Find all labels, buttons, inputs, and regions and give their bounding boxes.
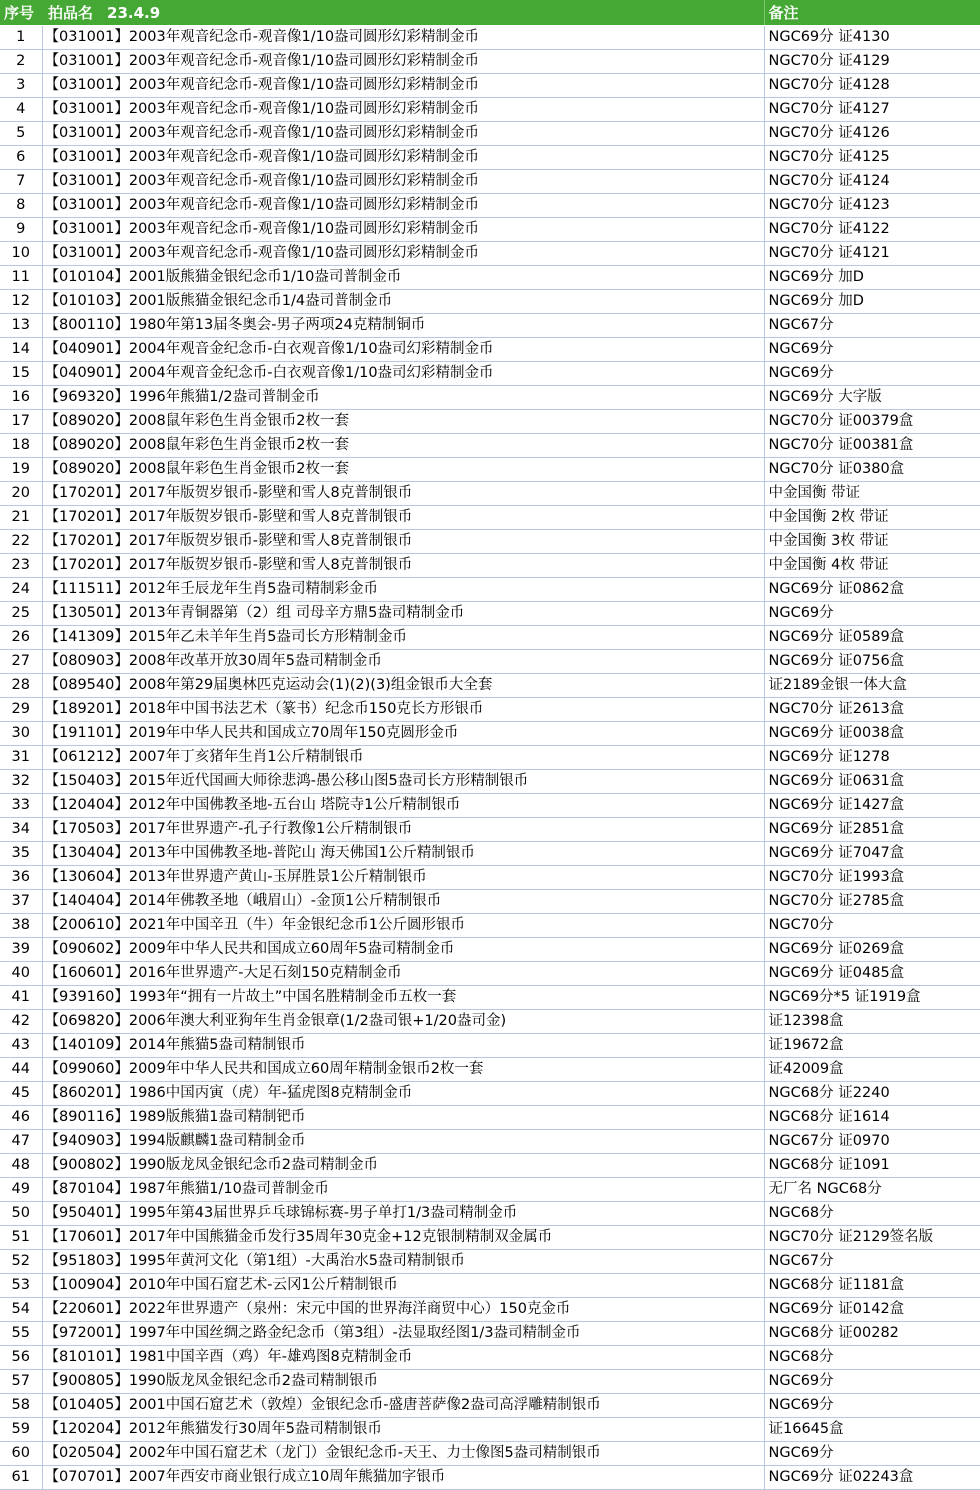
lot-note: NGC69分 — [764, 361, 980, 385]
row-number: 39 — [0, 937, 42, 961]
lot-name: 【010405】2001中国石窟艺术（敦煌）金银纪念币-盛唐菩萨像2盎司高浮雕精制银币 — [42, 1393, 764, 1417]
table-row — [0, 529, 980, 553]
lot-name: 【170201】2017年版贺岁银币-影壁和雪人8克普制银币 — [42, 481, 764, 505]
lot-note: NGC69分 证0038盒 — [764, 721, 980, 745]
lot-name: 【220601】2022年世界遗产（泉州：宋元中国的世界海洋商贸中心）150克金币 — [42, 1297, 764, 1321]
lot-name: 【170503】2017年世界遗产-孔子行教像1公斤精制银币 — [42, 817, 764, 841]
table-row — [0, 985, 980, 1009]
lot-note: 证16645盒 — [764, 1417, 980, 1441]
lot-note: NGC69分 证0142盒 — [764, 1297, 980, 1321]
row-number: 57 — [0, 1369, 42, 1393]
header-seq-label: 序号 — [4, 3, 35, 22]
row-number: 15 — [0, 361, 42, 385]
lot-name: 【170201】2017年版贺岁银币-影壁和雪人8克普制银币 — [42, 529, 764, 553]
table-row — [0, 409, 980, 433]
lot-note: NGC69分 证4130 — [764, 25, 980, 49]
lot-note: NGC70分 证4122 — [764, 217, 980, 241]
table-row — [0, 433, 980, 457]
row-number: 43 — [0, 1033, 42, 1057]
row-number: 10 — [0, 241, 42, 265]
lot-note: NGC69分*5 证1919盒 — [764, 985, 980, 1009]
table-row — [0, 145, 980, 169]
lot-name: 【020504】2002年中国石窟艺术（龙门）金银纪念币-天王、力士像图5盎司精制银币 — [42, 1441, 764, 1465]
lot-note: NGC70分 证4126 — [764, 121, 980, 145]
row-number: 3 — [0, 73, 42, 97]
row-number: 21 — [0, 505, 42, 529]
row-number: 11 — [0, 265, 42, 289]
lot-name: 【090602】2009年中华人民共和国成立60周年5盎司精制金币 — [42, 937, 764, 961]
lot-note: NGC68分 证1614 — [764, 1105, 980, 1129]
lot-name: 【130604】2013年世界遗产黄山-玉屏胜景1公斤精制银币 — [42, 865, 764, 889]
row-number: 52 — [0, 1249, 42, 1273]
lot-note: NGC69分 证0485盒 — [764, 961, 980, 985]
lot-name: 【031001】2003年观音纪念币-观音像1/10盎司圆形幻彩精制金币 — [42, 217, 764, 241]
table-row — [0, 913, 980, 937]
table-row — [0, 1321, 980, 1345]
row-number: 48 — [0, 1153, 42, 1177]
table-row — [0, 1129, 980, 1153]
lot-note: NGC69分 大字版 — [764, 385, 980, 409]
row-number: 28 — [0, 673, 42, 697]
row-number: 55 — [0, 1321, 42, 1345]
row-number: 13 — [0, 313, 42, 337]
table-row — [0, 313, 980, 337]
lot-name: 【099060】2009年中华人民共和国成立60周年精制金银币2枚一套 — [42, 1057, 764, 1081]
row-number: 8 — [0, 193, 42, 217]
lot-name: 【031001】2003年观音纪念币-观音像1/10盎司圆形幻彩精制金币 — [42, 49, 764, 73]
lot-note: NGC70分 证2613盒 — [764, 697, 980, 721]
lot-note: 无厂名 NGC68分 — [764, 1177, 980, 1201]
table-row — [0, 961, 980, 985]
lot-name: 【040901】2004年观音金纪念币-白衣观音像1/10盎司幻彩精制金币 — [42, 337, 764, 361]
table-row — [0, 457, 980, 481]
lot-note: NGC70分 证4124 — [764, 169, 980, 193]
table-row — [0, 601, 980, 625]
table-row — [0, 1081, 980, 1105]
lot-name: 【969320】1996年熊猫1/2盎司普制金币 — [42, 385, 764, 409]
lot-name: 【890116】1989版熊猫1盎司精制钯币 — [42, 1105, 764, 1129]
row-number: 2 — [0, 49, 42, 73]
lot-name: 【061212】2007年丁亥猪年生肖1公斤精制银币 — [42, 745, 764, 769]
row-number: 42 — [0, 1009, 42, 1033]
lot-name: 【069820】2006年澳大利亚狗年生肖金银章(1/2盎司银+1/20盎司金) — [42, 1009, 764, 1033]
lot-note: NGC68分 — [764, 1201, 980, 1225]
lot-note: NGC70分 证0380盒 — [764, 457, 980, 481]
lot-note: NGC69分 证0862盒 — [764, 577, 980, 601]
lot-note: NGC69分 证1278 — [764, 745, 980, 769]
row-number: 46 — [0, 1105, 42, 1129]
lot-name: 【189201】2018年中国书法艺术（篆书）纪念币150克长方形银币 — [42, 697, 764, 721]
lot-name: 【130404】2013年中国佛教圣地-普陀山 海天佛国1公斤精制银币 — [42, 841, 764, 865]
lot-note: NGC69分 证0631盒 — [764, 769, 980, 793]
row-number: 12 — [0, 289, 42, 313]
row-number: 54 — [0, 1297, 42, 1321]
lot-note: 证19672盒 — [764, 1033, 980, 1057]
row-number: 41 — [0, 985, 42, 1009]
lot-note: 中金国衡 带证 — [764, 481, 980, 505]
table-row — [0, 625, 980, 649]
table-header-row — [0, 0, 980, 25]
lot-note: NGC70分 证2129签名版 — [764, 1225, 980, 1249]
lot-note: NGC69分 证0756盒 — [764, 649, 980, 673]
row-number: 16 — [0, 385, 42, 409]
lot-note: NGC67分 证0970 — [764, 1129, 980, 1153]
lot-note: NGC69分 证02243盒 — [764, 1465, 980, 1489]
lot-note: NGC69分 证0589盒 — [764, 625, 980, 649]
lot-note: 证2189金银一体大盒 — [764, 673, 980, 697]
lot-name: 【010103】2001版熊猫金银纪念币1/4盎司普制金币 — [42, 289, 764, 313]
lot-name: 【031001】2003年观音纪念币-观音像1/10盎司圆形幻彩精制金币 — [42, 241, 764, 265]
lot-note: NGC70分 证4123 — [764, 193, 980, 217]
row-number: 25 — [0, 601, 42, 625]
row-number: 49 — [0, 1177, 42, 1201]
table-row — [0, 745, 980, 769]
lot-note: NGC68分 — [764, 1345, 980, 1369]
lot-name: 【031001】2003年观音纪念币-观音像1/10盎司圆形幻彩精制金币 — [42, 97, 764, 121]
lot-name: 【951803】1995年黄河文化（第1组）-大禹治水5盎司精制银币 — [42, 1249, 764, 1273]
lot-name: 【120404】2012年中国佛教圣地-五台山 塔院寺1公斤精制银币 — [42, 793, 764, 817]
row-number: 50 — [0, 1201, 42, 1225]
table-row — [0, 673, 980, 697]
lot-name: 【950401】1995年第43届世界乒乓球锦标赛-男子单打1/3盎司精制金币 — [42, 1201, 764, 1225]
lot-name: 【860201】1986中国丙寅（虎）年-猛虎图8克精制金币 — [42, 1081, 764, 1105]
lot-name: 【200610】2021年中国辛丑（牛）年金银纪念币1公斤圆形银币 — [42, 913, 764, 937]
row-number: 32 — [0, 769, 42, 793]
table-row — [0, 841, 980, 865]
row-number: 31 — [0, 745, 42, 769]
lot-note: NGC67分 — [764, 313, 980, 337]
lot-note: NGC69分 加D — [764, 265, 980, 289]
row-number: 20 — [0, 481, 42, 505]
lot-name: 【031001】2003年观音纪念币-观音像1/10盎司圆形幻彩精制金币 — [42, 25, 764, 49]
lot-name: 【100904】2010年中国石窟艺术-云冈1公斤精制银币 — [42, 1273, 764, 1297]
lot-name: 【170201】2017年版贺岁银币-影壁和雪人8克普制银币 — [42, 553, 764, 577]
table-row — [0, 241, 980, 265]
lot-note: NGC70分 证4127 — [764, 97, 980, 121]
lot-note: 中金国衡 4枚 带证 — [764, 553, 980, 577]
lot-name: 【120204】2012年熊猫发行30周年5盎司精制银币 — [42, 1417, 764, 1441]
lot-name: 【070701】2007年西安市商业银行成立10周年熊猫加字银币 — [42, 1465, 764, 1489]
row-number: 58 — [0, 1393, 42, 1417]
lot-name: 【800110】1980年第13届冬奥会-男子两项24克精制铜币 — [42, 313, 764, 337]
table-row — [0, 1441, 980, 1465]
row-number: 30 — [0, 721, 42, 745]
lot-note: NGC69分 — [764, 1441, 980, 1465]
lot-name: 【031001】2003年观音纪念币-观音像1/10盎司圆形幻彩精制金币 — [42, 169, 764, 193]
table-row — [0, 1153, 980, 1177]
lot-name: 【031001】2003年观音纪念币-观音像1/10盎司圆形幻彩精制金币 — [42, 193, 764, 217]
lot-name: 【191101】2019年中华人民共和国成立70周年150克圆形金币 — [42, 721, 764, 745]
row-number: 47 — [0, 1129, 42, 1153]
row-number: 60 — [0, 1441, 42, 1465]
table-row — [0, 865, 980, 889]
lot-note: NGC70分 — [764, 913, 980, 937]
lot-note: NGC69分 证2851盒 — [764, 817, 980, 841]
table-row — [0, 385, 980, 409]
lot-note: NGC68分 证2240 — [764, 1081, 980, 1105]
lot-name: 【940903】1994版麒麟1盎司精制金币 — [42, 1129, 764, 1153]
row-number: 36 — [0, 865, 42, 889]
table-row — [0, 505, 980, 529]
lot-note: NGC68分 证1181盒 — [764, 1273, 980, 1297]
table-row — [0, 265, 980, 289]
table-row — [0, 1177, 980, 1201]
row-number: 29 — [0, 697, 42, 721]
row-number: 56 — [0, 1345, 42, 1369]
row-number: 27 — [0, 649, 42, 673]
lot-name: 【141309】2015年乙未羊年生肖5盎司长方形精制金币 — [42, 625, 764, 649]
lot-name: 【810101】1981中国辛酉（鸡）年-雄鸡图8克精制金币 — [42, 1345, 764, 1369]
row-number: 24 — [0, 577, 42, 601]
row-number: 59 — [0, 1417, 42, 1441]
lot-note: NGC70分 证2785盒 — [764, 889, 980, 913]
row-number: 22 — [0, 529, 42, 553]
lot-note: NGC69分 证7047盒 — [764, 841, 980, 865]
row-number: 61 — [0, 1465, 42, 1489]
row-number: 7 — [0, 169, 42, 193]
header-note-label: 备注 — [764, 0, 980, 25]
lot-note: NGC70分 证1993盒 — [764, 865, 980, 889]
lot-name: 【140404】2014年佛教圣地（峨眉山）-金顶1公斤精制银币 — [42, 889, 764, 913]
row-number: 53 — [0, 1273, 42, 1297]
table-row — [0, 169, 980, 193]
lot-name: 【900802】1990版龙凤金银纪念币2盎司精制金币 — [42, 1153, 764, 1177]
table-row — [0, 1369, 980, 1393]
row-number: 40 — [0, 961, 42, 985]
lot-name: 【170601】2017年中国熊猫金币发行35周年30克金+12克银制精制双金属币 — [42, 1225, 764, 1249]
table-row — [0, 1393, 980, 1417]
lot-note: NGC68分 证1091 — [764, 1153, 980, 1177]
table-row — [0, 1057, 980, 1081]
table-row — [0, 577, 980, 601]
table-row — [0, 289, 980, 313]
header-seq-name-date — [0, 0, 764, 25]
row-number: 51 — [0, 1225, 42, 1249]
row-number: 14 — [0, 337, 42, 361]
row-number: 33 — [0, 793, 42, 817]
table-row — [0, 721, 980, 745]
table-row — [0, 193, 980, 217]
row-number: 35 — [0, 841, 42, 865]
table-row — [0, 817, 980, 841]
header-name-label: 拍品名 — [48, 3, 94, 22]
lot-note: 中金国衡 2枚 带证 — [764, 505, 980, 529]
table-row — [0, 1201, 980, 1225]
row-number: 18 — [0, 433, 42, 457]
lot-note: NGC68分 证00282 — [764, 1321, 980, 1345]
lot-note: 证12398盒 — [764, 1009, 980, 1033]
lot-note: NGC69分 加D — [764, 289, 980, 313]
lot-name: 【140109】2014年熊猫5盎司精制银币 — [42, 1033, 764, 1057]
table-row — [0, 1105, 980, 1129]
lot-name: 【160601】2016年世界遗产-大足石刻150克精制金币 — [42, 961, 764, 985]
row-number: 45 — [0, 1081, 42, 1105]
lot-note: NGC69分 — [764, 1393, 980, 1417]
lot-note: NGC70分 证4129 — [764, 49, 980, 73]
lot-note: NGC70分 证00379盒 — [764, 409, 980, 433]
lot-note: 中金国衡 3枚 带证 — [764, 529, 980, 553]
lot-note: NGC67分 — [764, 1249, 980, 1273]
table-row — [0, 1225, 980, 1249]
row-number: 1 — [0, 25, 42, 49]
table-row — [0, 49, 980, 73]
lot-name: 【870104】1987年熊猫1/10盎司普制金币 — [42, 1177, 764, 1201]
lot-name: 【170201】2017年版贺岁银币-影壁和雪人8克普制银币 — [42, 505, 764, 529]
lot-name: 【150403】2015年近代国画大师徐悲鸿-愚公移山图5盎司长方形精制银币 — [42, 769, 764, 793]
lot-note: NGC69分 — [764, 601, 980, 625]
table-row — [0, 937, 980, 961]
table-row — [0, 1297, 980, 1321]
table-row — [0, 1033, 980, 1057]
lot-name: 【010104】2001版熊猫金银纪念币1/10盎司普制金币 — [42, 265, 764, 289]
table-row — [0, 1273, 980, 1297]
lot-note: NGC69分 证1427盒 — [764, 793, 980, 817]
lot-name: 【130501】2013年青铜器第（2）组 司母辛方鼎5盎司精制金币 — [42, 601, 764, 625]
lot-note: 证42009盒 — [764, 1057, 980, 1081]
lot-note: NGC70分 证4128 — [764, 73, 980, 97]
lot-name: 【031001】2003年观音纪念币-观音像1/10盎司圆形幻彩精制金币 — [42, 73, 764, 97]
header-date-label: 23.4.9 — [107, 3, 161, 22]
row-number: 9 — [0, 217, 42, 241]
row-number: 44 — [0, 1057, 42, 1081]
row-number: 26 — [0, 625, 42, 649]
table-row — [0, 1465, 980, 1489]
table-row — [0, 793, 980, 817]
table-row — [0, 649, 980, 673]
table-row — [0, 1009, 980, 1033]
table-row — [0, 1249, 980, 1273]
table-row — [0, 1345, 980, 1369]
lot-note: NGC69分 — [764, 1369, 980, 1393]
table-row — [0, 361, 980, 385]
lot-note: NGC70分 证4125 — [764, 145, 980, 169]
lot-note: NGC70分 证4121 — [764, 241, 980, 265]
table-row — [0, 337, 980, 361]
row-number: 17 — [0, 409, 42, 433]
table-row — [0, 217, 980, 241]
table-row — [0, 769, 980, 793]
lot-name: 【080903】2008年改革开放30周年5盎司精制金币 — [42, 649, 764, 673]
row-number: 38 — [0, 913, 42, 937]
table-row — [0, 73, 980, 97]
row-number: 5 — [0, 121, 42, 145]
table-row — [0, 121, 980, 145]
lot-note: NGC69分 证0269盒 — [764, 937, 980, 961]
table-body — [0, 25, 980, 1489]
row-number: 34 — [0, 817, 42, 841]
lot-name: 【089020】2008鼠年彩色生肖金银币2枚一套 — [42, 457, 764, 481]
row-number: 23 — [0, 553, 42, 577]
row-number: 4 — [0, 97, 42, 121]
table-row — [0, 553, 980, 577]
lot-note: NGC70分 证00381盒 — [764, 433, 980, 457]
lot-name: 【089540】2008年第29届奥林匹克运动会(1)(2)(3)组金银币大全套 — [42, 673, 764, 697]
row-number: 19 — [0, 457, 42, 481]
table-row — [0, 697, 980, 721]
row-number: 6 — [0, 145, 42, 169]
lot-note: NGC69分 — [764, 337, 980, 361]
lot-name: 【089020】2008鼠年彩色生肖金银币2枚一套 — [42, 409, 764, 433]
lot-name: 【040901】2004年观音金纪念币-白衣观音像1/10盎司幻彩精制金币 — [42, 361, 764, 385]
lot-name: 【031001】2003年观音纪念币-观音像1/10盎司圆形幻彩精制金币 — [42, 121, 764, 145]
lot-name: 【111511】2012年壬辰龙年生肖5盎司精制彩金币 — [42, 577, 764, 601]
table-row — [0, 481, 980, 505]
table-row — [0, 97, 980, 121]
lot-name: 【089020】2008鼠年彩色生肖金银币2枚一套 — [42, 433, 764, 457]
lot-name: 【939160】1993年“拥有一片故土”中国名胜精制金币五枚一套 — [42, 985, 764, 1009]
table-row — [0, 1417, 980, 1441]
row-number: 37 — [0, 889, 42, 913]
table-row — [0, 889, 980, 913]
lot-name: 【972001】1997年中国丝绸之路金纪念币（第3组）-法显取经图1/3盎司精制金币 — [42, 1321, 764, 1345]
lot-name: 【031001】2003年观音纪念币-观音像1/10盎司圆形幻彩精制金币 — [42, 145, 764, 169]
table-row — [0, 25, 980, 49]
lot-name: 【900805】1990版龙凤金银纪念币2盎司精制银币 — [42, 1369, 764, 1393]
